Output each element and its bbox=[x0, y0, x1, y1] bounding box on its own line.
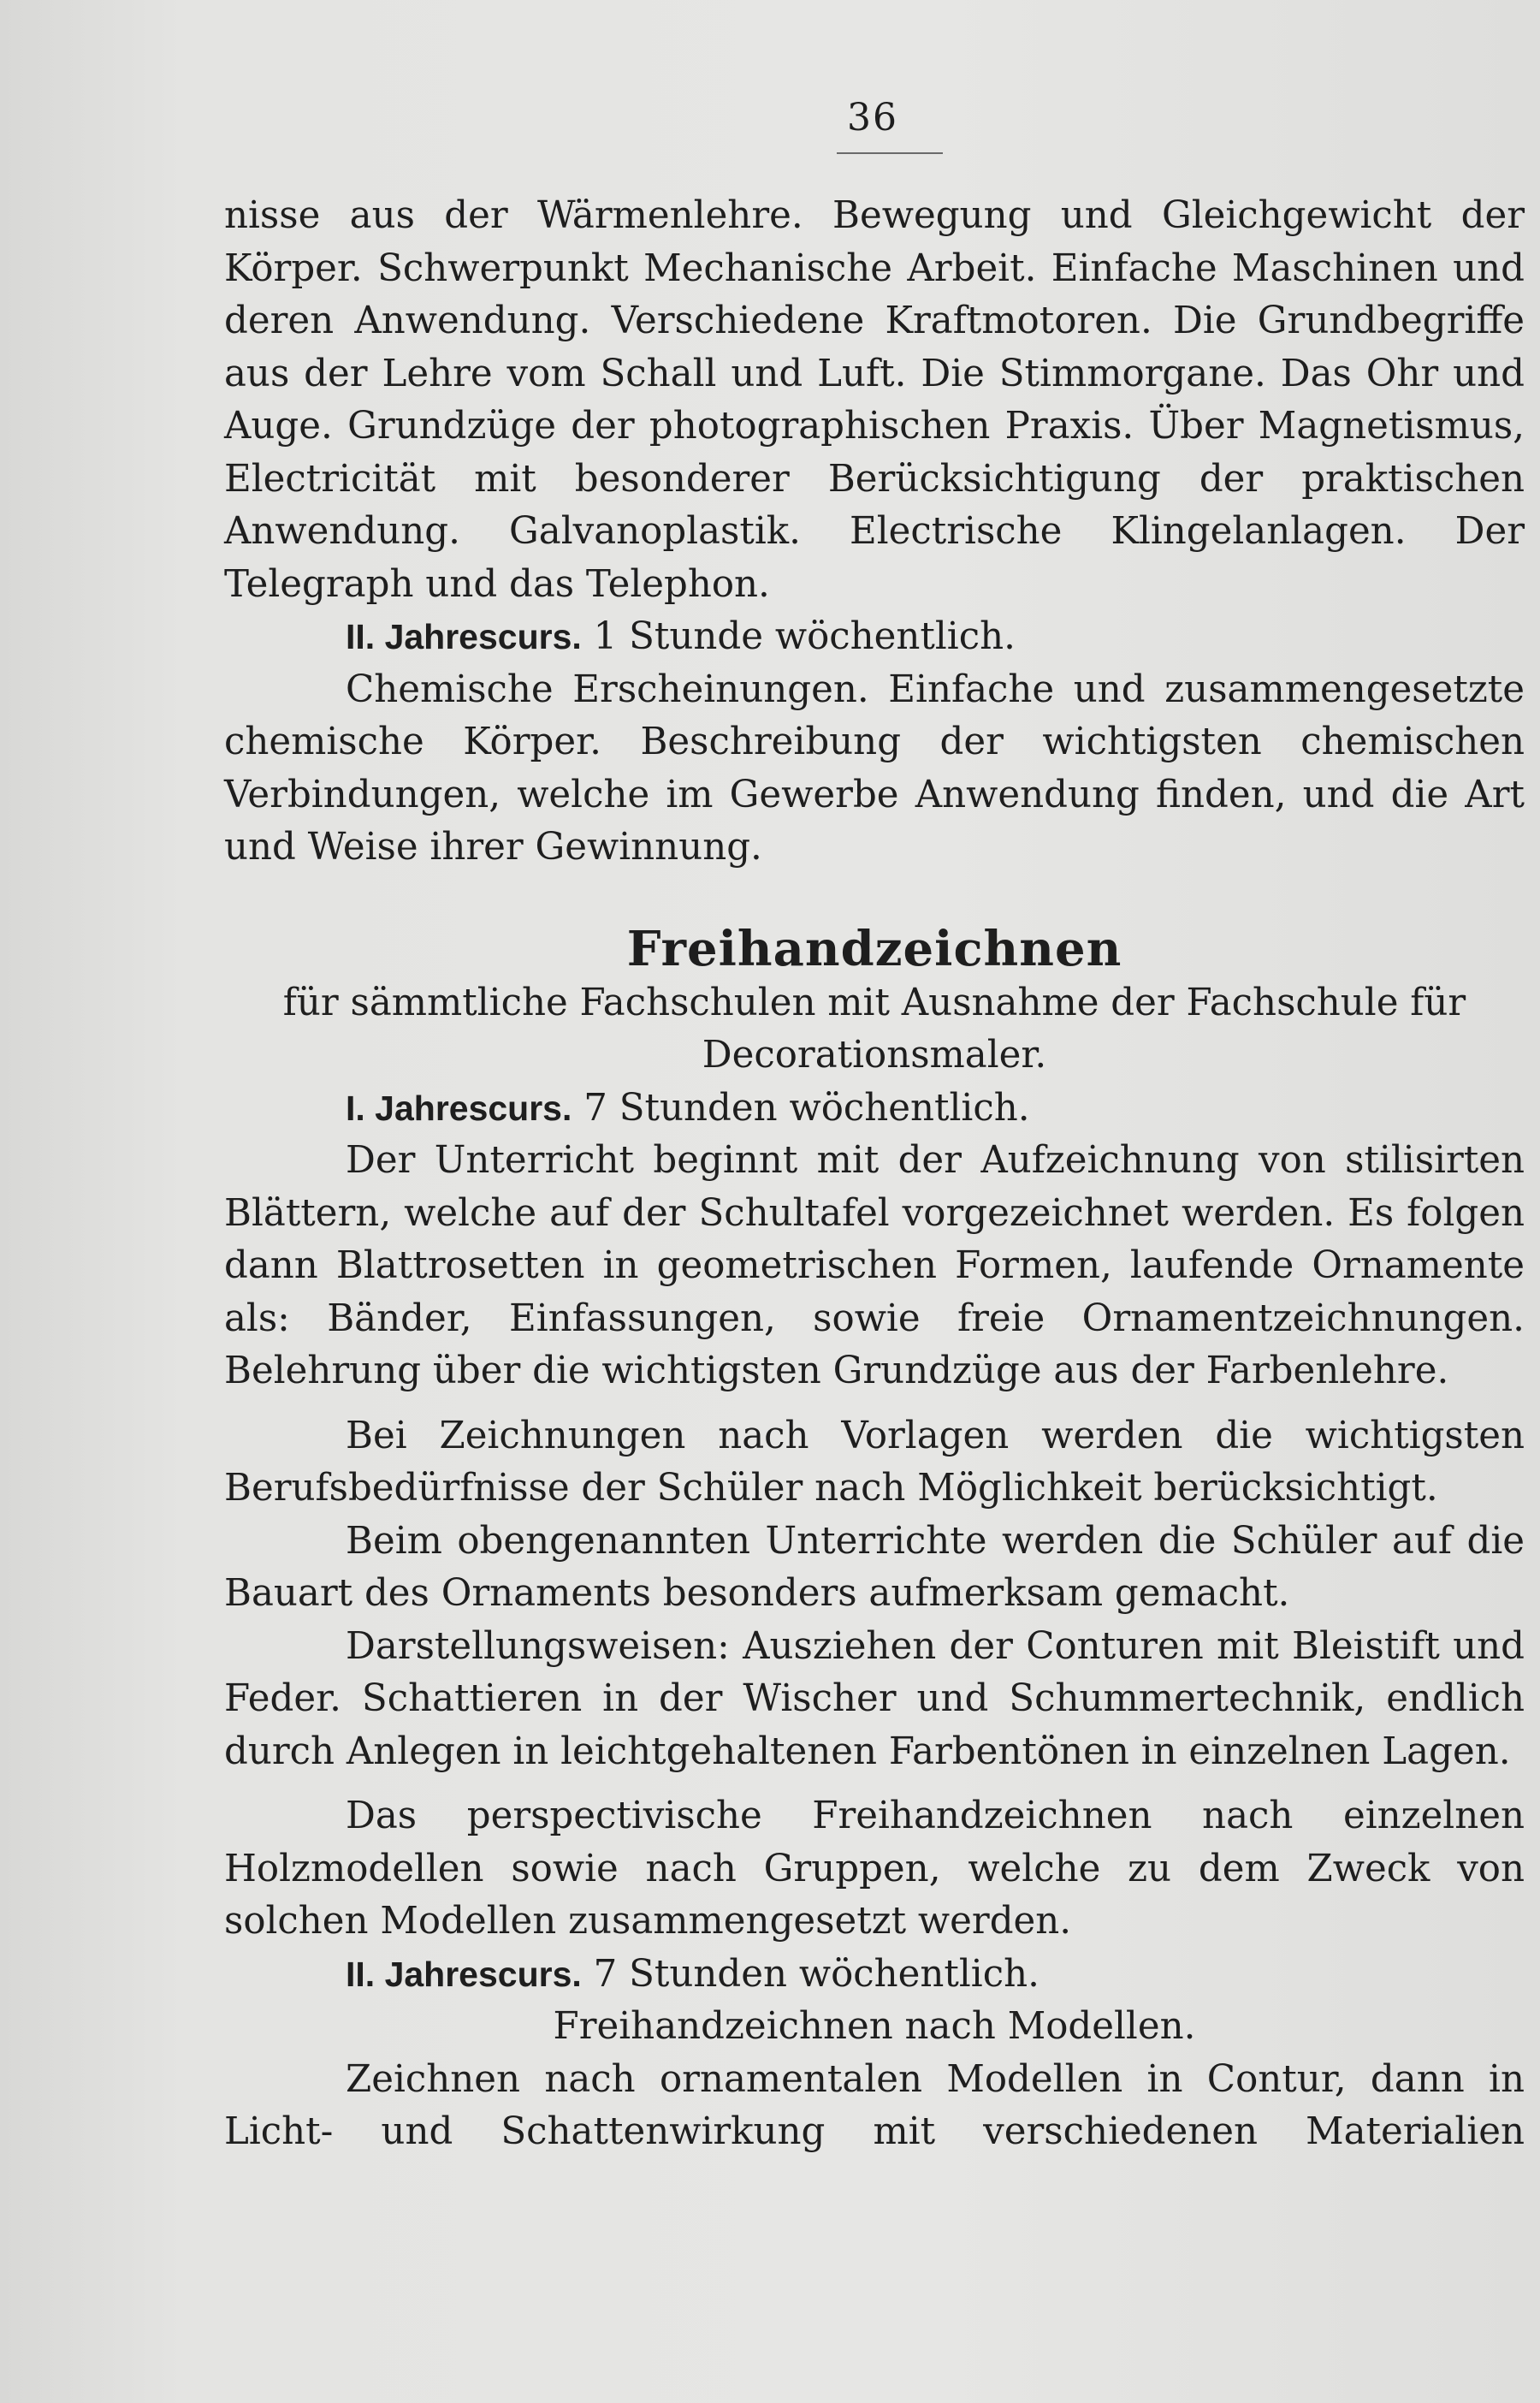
subheading-models: Freihandzeichnen nach Modellen. bbox=[553, 2005, 1196, 2048]
course-heading-chemistry bbox=[224, 611, 1525, 664]
course-heading-first-year bbox=[224, 1083, 1525, 1136]
paragraph-techniques: Darstellungsweisen: Ausziehen der Conturen mit Bleistift und Feder. Schattieren in der Wischer und Schummertechnik, endlich durch Anlegen in leichtgehaltenen Farbentönen in einzelnen Lagen. bbox=[224, 1624, 1525, 1773]
paragraph-templates: Bei Zeichnungen nach Vorlagen werden die wichtigsten Berufsbedürfnisse der Schüler nach Möglichkeit berücksichtigt. bbox=[224, 1414, 1525, 1510]
spacer bbox=[224, 1398, 1525, 1410]
spacer bbox=[224, 1778, 1525, 1790]
course-label: II. Jahrescurs. bbox=[346, 1954, 582, 1994]
paragraph-chemistry: Chemische Erscheinungen. Einfache und zusammengesetzte chemische Körper. Beschreibung der wichtigsten chemischen Verbindungen, welche im Gewerbe Anwendung finden, und die Art und Weise ihrer Gewinnung. bbox=[224, 668, 1525, 869]
paragraph-instruction: Der Unterricht beginnt mit der Aufzeichnung von stilisirten Blättern, welche auf der Schultafel vorgezeichnet werden. Es folgen dann Blattrosetten in geometrischen Formen, laufende Ornamente als: Bänder, Einfassungen, sowie freie Ornamentzeichnungen. Belehrung über die wichtigsten Grundzüge aus der Farbenlehre. bbox=[224, 1139, 1525, 1392]
course-heading-second-year bbox=[224, 1949, 1525, 2002]
paragraph-models: Zeichnen nach ornamentalen Modellen in Contur, dann in Licht- und Schattenwirkung mit verschiedenen Materialien bbox=[224, 2057, 1525, 2153]
paragraph-physics-continued: nisse aus der Wärmenlehre. Bewegung und Gleichgewicht der Körper. Schwerpunkt Mechanische Arbeit. Einfache Maschinen und deren Anwendung. Verschiedene Kraftmotoren. Die Grundbegriffe aus der Lehre vom Schall und Luft. Die Stimmorgane. Das Ohr und Auge. Grundzüge der photographischen Praxis. Über Magnetismus, Electricität mit besonderer Berücksichtigung der praktischen Anwendung. Galvanoplastik. Electrische Klingelanlagen. Der Telegraph und das Telephon. bbox=[224, 194, 1525, 606]
course-hours: 7 Stunden wöchentlich. bbox=[593, 1952, 1040, 1996]
course-hours: 7 Stunden wöchentlich. bbox=[583, 1086, 1030, 1130]
paragraph-perspective: Das perspectivische Freihandzeichnen nach einzelnen Holzmodellen sowie nach Gruppen, welche zu dem Zweck von solchen Modellen zusammengesetzt werden. bbox=[224, 1795, 1525, 1943]
section-subtitle: für sämmtliche Fachschulen mit Ausnahme der Fachschule für Decorationsmaler. bbox=[282, 981, 1466, 1077]
section-title: Freihandzeichnen bbox=[626, 920, 1122, 977]
course-hours: 1 Stunde wöchentlich. bbox=[593, 615, 1016, 658]
page-number: 36 bbox=[847, 96, 898, 139]
body-text bbox=[224, 190, 1525, 2159]
course-label: I. Jahrescurs. bbox=[346, 1088, 572, 1128]
paragraph-ornament: Beim obengenannten Unterrichte werden die Schüler auf die Bauart des Ornaments besonders aufmerksam gemacht. bbox=[224, 1519, 1525, 1615]
course-label: II. Jahrescurs. bbox=[346, 617, 582, 656]
page-number-rule bbox=[837, 152, 943, 154]
